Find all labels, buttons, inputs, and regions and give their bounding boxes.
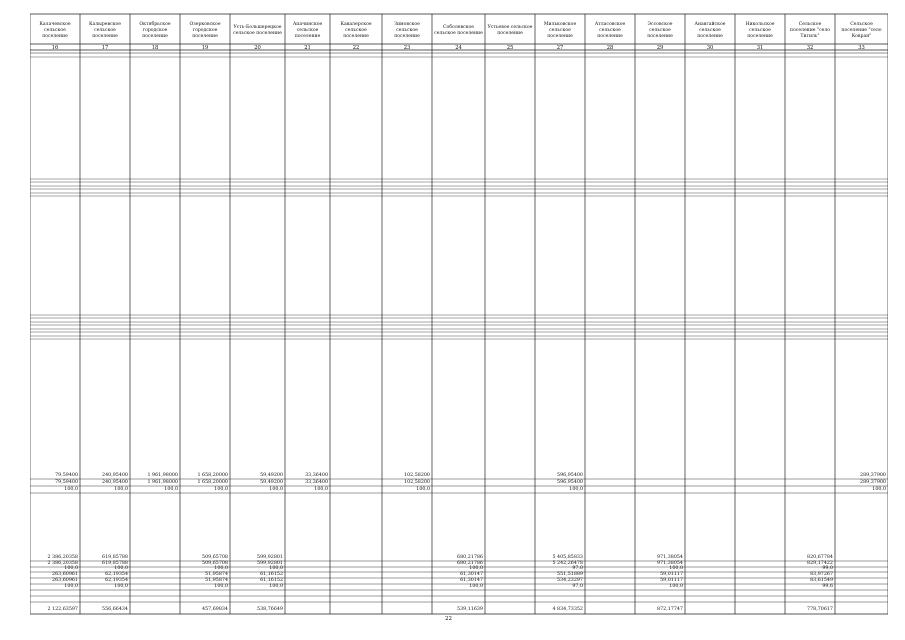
column-number: 27 — [556, 45, 564, 51]
column-number: 31 — [756, 45, 764, 51]
column-header: Мильковское сельское поселение — [543, 22, 577, 39]
table-cell: 33,36400 — [305, 480, 328, 485]
table-cell: 61,16152 — [260, 572, 283, 577]
table-cell: 2 386,20358 — [47, 555, 78, 560]
column-header: Октябрьское городское поселение — [139, 22, 171, 39]
table-cell: 59,49200 — [260, 473, 283, 478]
table-cell: 102,58200 — [404, 473, 430, 478]
table-cell: 100,0 — [64, 584, 78, 589]
column-header: Калачевское сельское поселение — [39, 22, 71, 39]
table-cell: 100,0 — [669, 566, 683, 571]
column-header: Атласовское сельское поселение — [594, 22, 626, 39]
table-cell: 100,0 — [114, 487, 128, 492]
table-cell: 97,0 — [572, 566, 583, 571]
table-cell: 83,61549 — [810, 578, 833, 583]
column-header: Никольское сельское поселение — [745, 22, 775, 39]
table-cell: 538,76649 — [257, 607, 283, 612]
page-number: 22 — [445, 616, 452, 622]
column-number: 18 — [151, 45, 159, 51]
table-cell: 971,38054 — [657, 561, 683, 566]
table-cell: 289,37900 — [860, 473, 886, 478]
table-cell: 100,0 — [269, 566, 283, 571]
table-cell: 61,30147 — [460, 578, 483, 583]
table-cell: 596,95400 — [557, 480, 583, 485]
table-cell: 97,0 — [572, 584, 583, 589]
column-number: 32 — [806, 45, 814, 51]
column-header: Соболевское сельское поселение — [434, 25, 483, 36]
table-cell: 100,0 — [214, 487, 228, 492]
table-cell: 289,37900 — [860, 480, 886, 485]
column-header: Апачинское сельское поселение — [292, 22, 323, 39]
table-cell: 59,01117 — [660, 572, 683, 577]
table-cell: 872,17747 — [657, 607, 683, 612]
table-cell: 33,36400 — [305, 473, 328, 478]
table-cell: 100,0 — [872, 487, 886, 492]
table-cell: 62,19354 — [105, 578, 128, 583]
column-number: 17 — [101, 45, 109, 51]
table-cell: 100,0 — [114, 566, 128, 571]
table-cell: 509,65708 — [202, 561, 228, 566]
table-cell: 100,0 — [469, 584, 483, 589]
table-cell: 1 961,98000 — [147, 473, 178, 478]
table-cell: 100,0 — [214, 566, 228, 571]
table-cell: 539,11639 — [457, 607, 483, 612]
table-cell: 599,92801 — [257, 555, 283, 560]
column-header: Озерковское городское поселение — [189, 22, 221, 39]
table-cell: 5 405,85833 — [552, 555, 583, 560]
column-number: 24 — [455, 45, 462, 51]
table-cell: 1 658,20000 — [197, 473, 228, 478]
table-grid — [30, 10, 888, 616]
column-header: Эссовское сельское поселение — [647, 22, 673, 39]
table-cell: 79,59400 — [55, 473, 78, 478]
column-header: Зимовское сельское поселение — [394, 22, 420, 39]
table-cell: 619,85788 — [102, 561, 128, 566]
column-number: 25 — [506, 45, 514, 51]
table-cell: 100,0 — [214, 584, 228, 589]
table-cell: 102,58200 — [404, 480, 430, 485]
column-number: 16 — [51, 45, 59, 51]
table-cell: 2 386,20358 — [47, 561, 78, 566]
column-header: Сельское поселение "село Тигиль" — [789, 22, 831, 39]
table-cell: 2 122,63597 — [47, 607, 78, 612]
table-cell: 51,95874 — [205, 578, 228, 583]
table-cell: 100,0 — [569, 487, 583, 492]
table-cell: 99,0 — [822, 566, 833, 571]
table-cell: 62,19354 — [105, 572, 128, 577]
table-cell: 263,60961 — [52, 578, 78, 583]
column-number: 29 — [656, 45, 664, 51]
column-header: Устьевое сельское поселение — [487, 25, 533, 36]
table-cell: 263,60961 — [52, 572, 78, 577]
column-number: 30 — [706, 45, 714, 51]
table-cell: 509,65708 — [202, 555, 228, 560]
table-cell: 100,0 — [269, 584, 283, 589]
column-number: 20 — [254, 45, 261, 51]
table-cell: 1 961,98000 — [147, 480, 178, 485]
table-cell: 79,59400 — [55, 480, 78, 485]
table-cell: 100,0 — [469, 566, 483, 571]
table-cell: 61,16152 — [260, 578, 283, 583]
table-cell: 100,0 — [669, 584, 683, 589]
column-header: Анавгайское сельское поселение — [694, 22, 726, 39]
table-cell: 99,6 — [822, 584, 833, 589]
table-cell: 596,95400 — [557, 473, 583, 478]
table-cell: 59,49200 — [260, 480, 283, 485]
table-cell: 51,95874 — [205, 572, 228, 577]
column-header: Кавалерское сельское поселение — [340, 22, 372, 39]
table-cell: 240,95400 — [102, 480, 128, 485]
column-number: 22 — [352, 45, 360, 51]
column-number: 23 — [403, 45, 411, 51]
table-cell: 778,70617 — [807, 607, 833, 612]
table-cell: 61,30147 — [460, 572, 483, 577]
table-cell: 971,38054 — [657, 555, 683, 560]
table-cell: 100,0 — [164, 487, 178, 492]
table-cell: 59,01117 — [660, 578, 683, 583]
table-cell: 4 834,73352 — [552, 607, 583, 612]
table-cell: 100,0 — [114, 584, 128, 589]
table-cell: 829,17422 — [807, 561, 833, 566]
table-cell: 457,69834 — [202, 607, 228, 612]
column-header: Усть-Большерецкое сельское поселение — [233, 25, 282, 36]
column-number: 28 — [606, 45, 614, 51]
table-cell: 534,23297 — [557, 578, 583, 583]
table-cell: 100,0 — [269, 487, 283, 492]
table-cell: 551,51889 — [557, 572, 583, 577]
table-cell: 240,95400 — [102, 473, 128, 478]
table-sheet — [30, 10, 888, 616]
table-cell: 83,97267 — [810, 572, 833, 577]
table-cell: 1 658,20000 — [197, 480, 228, 485]
table-cell: 680,21786 — [457, 555, 483, 560]
column-number: 33 — [858, 45, 865, 51]
table-cell: 556,66434 — [102, 607, 128, 612]
table-cell: 619,85788 — [102, 555, 128, 560]
column-header: Калыревское сельское поселение — [88, 22, 122, 39]
table-cell: 680,21786 — [457, 561, 483, 566]
table-cell: 820,67784 — [807, 555, 833, 560]
table-cell: 100,0 — [416, 487, 430, 492]
table-cell: 100,0 — [64, 566, 78, 571]
column-header: Сельское поселение "село Ковран" — [841, 22, 882, 39]
table-cell: 100,0 — [314, 487, 328, 492]
column-number: 19 — [201, 45, 209, 51]
table-cell: 100,0 — [64, 487, 78, 492]
table-cell: 5 242,26478 — [552, 561, 583, 566]
table-cell: 599,92801 — [257, 561, 283, 566]
column-number: 21 — [304, 45, 311, 51]
